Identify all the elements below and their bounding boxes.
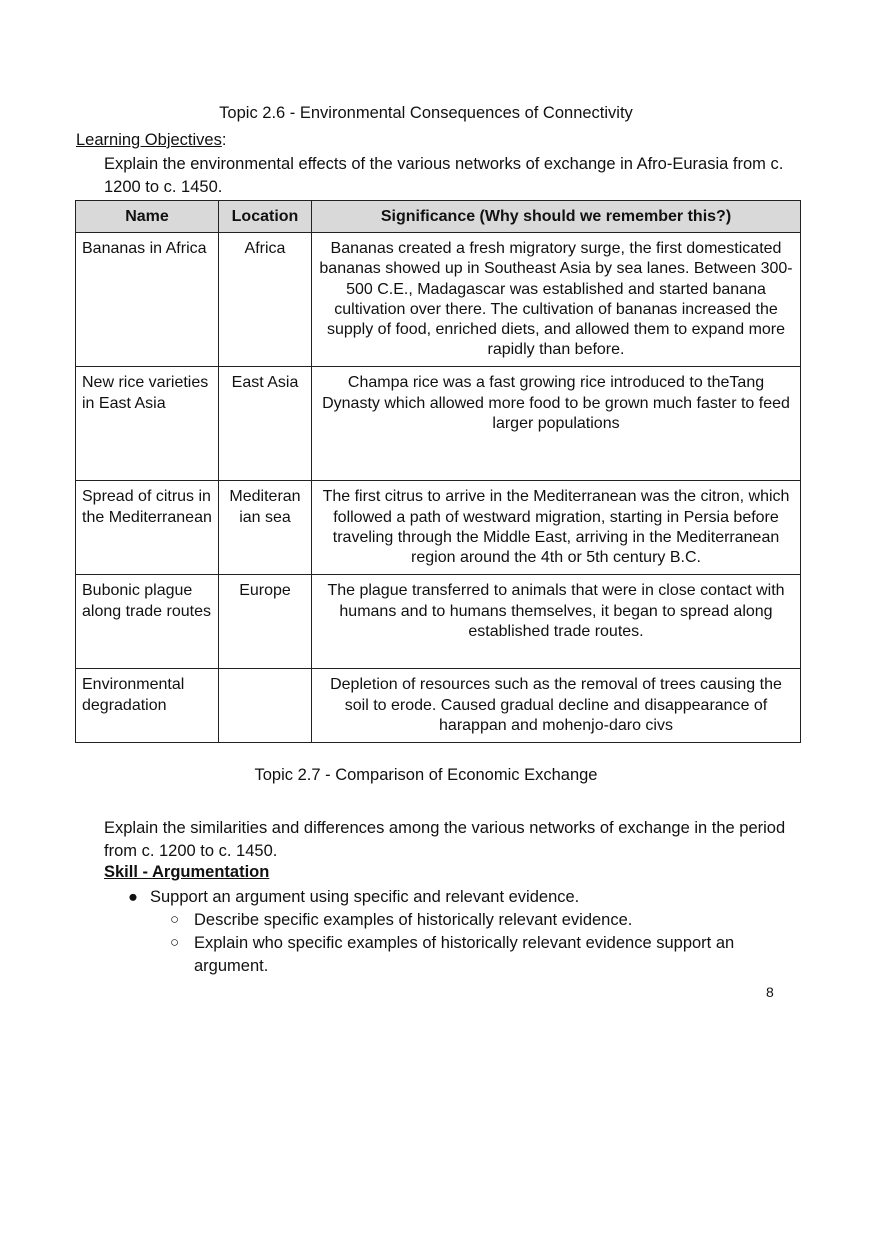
cell-name: New rice varieties in East Asia	[76, 367, 219, 481]
cell-name: Environmental degradation	[76, 669, 219, 743]
table-row	[76, 367, 801, 481]
header-significance: Significance (Why should we remember this?)	[312, 201, 801, 233]
cell-location: Africa	[219, 233, 312, 367]
cell-name: Bananas in Africa	[76, 233, 219, 367]
sub-bullet-circle-icon: ○	[170, 934, 180, 951]
topic-2-6-title: Topic 2.6 - Environmental Consequences of Connectivity	[219, 104, 633, 122]
topic-2-7-objective: Explain the similarities and differences among the various networks of exchange in the period from c. 1200 to c. 1450.	[104, 819, 786, 860]
bullet-dot-icon: ●	[128, 888, 138, 906]
learning-objectives-colon: :	[221, 131, 227, 149]
header-name: Name	[76, 201, 219, 233]
cell-location: East Asia	[219, 367, 312, 481]
cell-name: Spread of citrus in the Mediterranean	[76, 481, 219, 575]
table-row	[76, 575, 801, 669]
page-number: 8	[766, 984, 774, 1000]
cell-significance: The plague transferred to animals that were in close contact with humans and to humans themselves, it began to spread along established trade routes.	[312, 575, 801, 669]
cell-significance: The first citrus to arrive in the Mediterranean was the citron, which followed a path of westward migration, starting in Persia before traveling through the Middle East, arriving in the Mediterranean region around the 4th or 5th century B.C.	[312, 481, 801, 575]
sub-bullet-circle-icon: ○	[170, 911, 180, 928]
header-location: Location	[219, 201, 312, 233]
cell-location: Europe	[219, 575, 312, 669]
sub-bullet-item	[170, 909, 780, 932]
cell-significance: Depletion of resources such as the removal of trees causing the soil to erode. Caused gradual decline and disappearance of harappan and mohenjo-daro civs	[312, 669, 801, 743]
bullet-text: Support an argument using specific and relevant evidence.	[150, 888, 580, 906]
cell-location	[219, 669, 312, 743]
cell-name: Bubonic plague along trade routes	[76, 575, 219, 669]
topic-2-7-title: Topic 2.7 - Comparison of Economic Exchange	[254, 766, 598, 784]
sub-bullet-text: Explain who specific examples of historically relevant evidence support an argument.	[194, 934, 735, 975]
significance-table	[75, 200, 801, 743]
cell-significance: Champa rice was a fast growing rice introduced to theTang Dynasty which allowed more food to be grown much faster to feed larger populations	[312, 367, 801, 481]
table-row	[76, 669, 801, 743]
sub-bullet-item	[170, 932, 780, 977]
learning-objective-text: Explain the environmental effects of the various networks of exchange in Afro-Eurasia from c. 1200 to c. 1450.	[104, 155, 784, 196]
cell-significance: Bananas created a fresh migratory surge, the first domesticated bananas showed up in Southeast Asia by sea lanes. Between 300-500 C.E., Madagascar was established and started banana cultivation over there. The cultivation of bananas increased the supply of food, enriched diets, and allowed them to expand more rapidly than before.	[312, 233, 801, 367]
table-header-row	[76, 201, 801, 233]
table-row	[76, 233, 801, 367]
table-row	[76, 481, 801, 575]
learning-objectives-text: Learning Objectives	[76, 131, 222, 149]
skill-heading: Skill - Argumentation	[104, 863, 270, 881]
learning-objectives-label	[76, 131, 226, 150]
sub-bullet-text: Describe specific examples of historically relevant evidence.	[194, 911, 633, 929]
cell-location: Mediteran ian sea	[219, 481, 312, 575]
